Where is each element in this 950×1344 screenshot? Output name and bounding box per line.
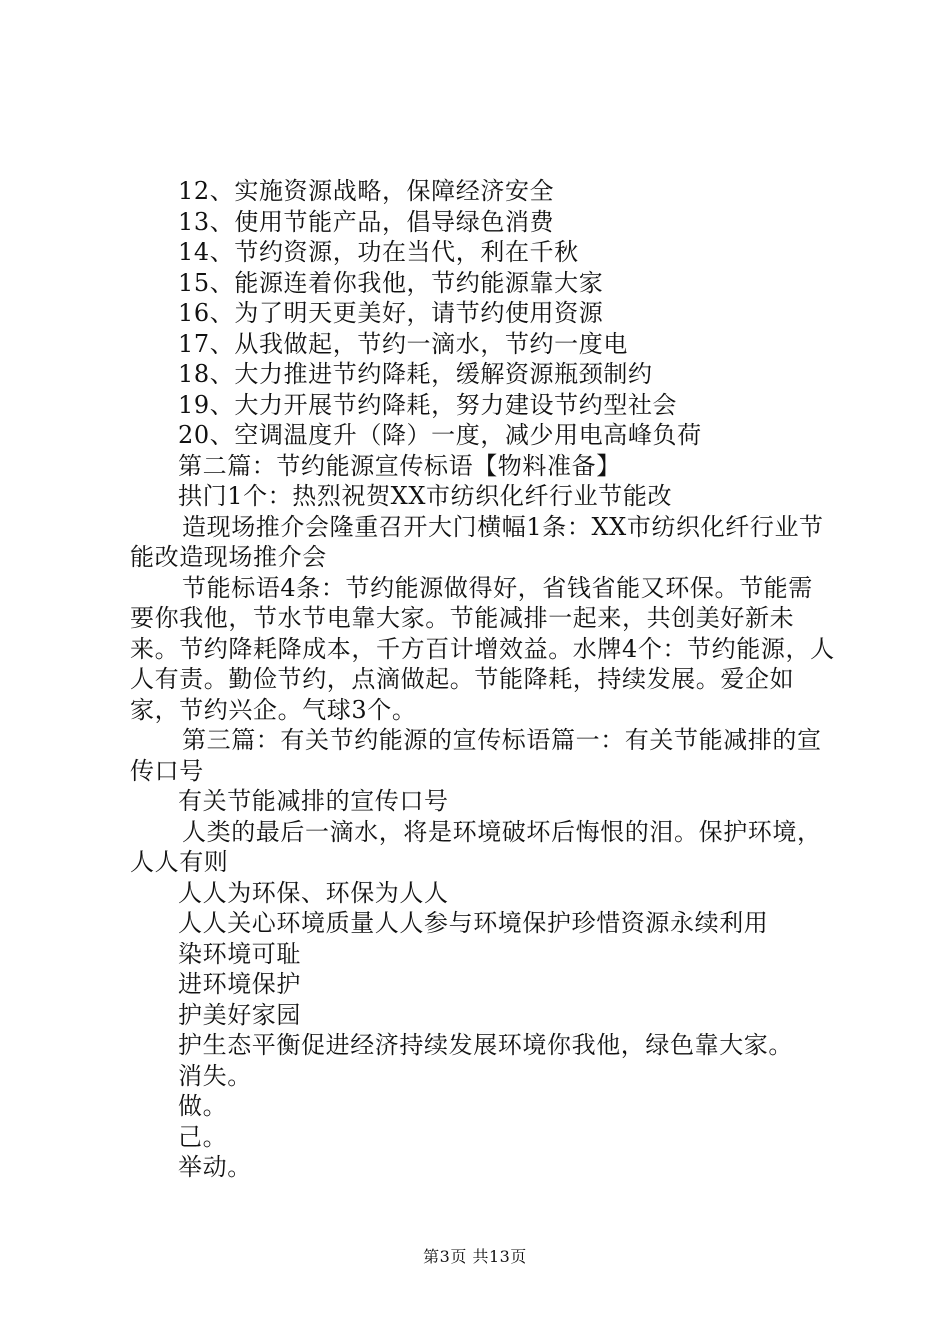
env-line-4: 进环境保护 — [178, 970, 301, 998]
slogan-line-17: 17、从我做起，节约一滴水，节约一度电 — [178, 329, 628, 358]
slogan-title-line: 有关节能减排的宣传口号 — [178, 787, 449, 815]
env-line-5: 护美好家园 — [178, 1000, 301, 1029]
document-body — [130, 176, 835, 1183]
env-line-3: 染环境可耻 — [178, 939, 301, 968]
slogan-line-12: 12、实施资源战略，保障经济安全 — [178, 177, 555, 205]
slogan-line-19: 19、大力开展节约降耗，努力建设节约型社会 — [178, 390, 678, 419]
env-line-7: 消失。 — [178, 1061, 252, 1090]
slogan-line-14: 14、节约资源，功在当代，利在千秋 — [178, 238, 579, 266]
slogans-paragraph: 节能标语4条：节约能源做得好，省钱省能又环保。节能需要你我他，节水节电靠大家。节能减排一起来，共创美好新未来。节约降耗降成本，千方百计增效益。水牌4个：节约能源，人人有责。勤俭节约，点滴做起。节能降耗，持续发展。爱企如家，节约兴企。气球3个。 — [130, 573, 835, 724]
slogan-line-18: 18、大力推进节约降耗，缓解资源瓶颈制约 — [178, 360, 653, 388]
slogan-line-16: 16、为了明天更美好，请节约使用资源 — [178, 299, 604, 327]
env-line-10: 举动。 — [178, 1153, 252, 1181]
water-slogan-paragraph: 人类的最后一滴水，将是环境破坏后悔恨的泪。保护环境，人人有则 — [130, 817, 822, 876]
env-line-2: 人人关心环境质量人人参与环境保护珍惜资源永续利用 — [178, 909, 769, 937]
env-line-6: 护生态平衡促进经济持续发展环境你我他，绿色靠大家。 — [178, 1031, 793, 1059]
page-number-footer: 第3页 共13页 — [423, 1247, 527, 1266]
slogan-line-20: 20、空调温度升（降）一度，减少用电高峰负荷 — [178, 421, 702, 449]
section-heading-2: 第二篇：节约能源宣传标语【物料准备】 — [178, 451, 621, 480]
section-heading-3: 第三篇：有关节约能源的宣传标语篇一：有关节能减排的宣传口号 — [130, 726, 822, 785]
slogan-line-13: 13、使用节能产品，倡导绿色消费 — [178, 207, 555, 236]
env-line-9: 己。 — [178, 1122, 228, 1151]
slogan-line-15: 15、能源连着你我他，节约能源靠大家 — [178, 268, 604, 297]
env-line-1: 人人为环保、环保为人人 — [178, 878, 449, 907]
env-line-8: 做。 — [178, 1092, 228, 1120]
arch-line: 拱门1个：热烈祝贺XX市纺织化纤行业节能改 — [178, 482, 673, 510]
banner-paragraph: 造现场推介会隆重召开大门横幅1条：XX市纺织化纤行业节能改造现场推介会 — [130, 512, 824, 571]
